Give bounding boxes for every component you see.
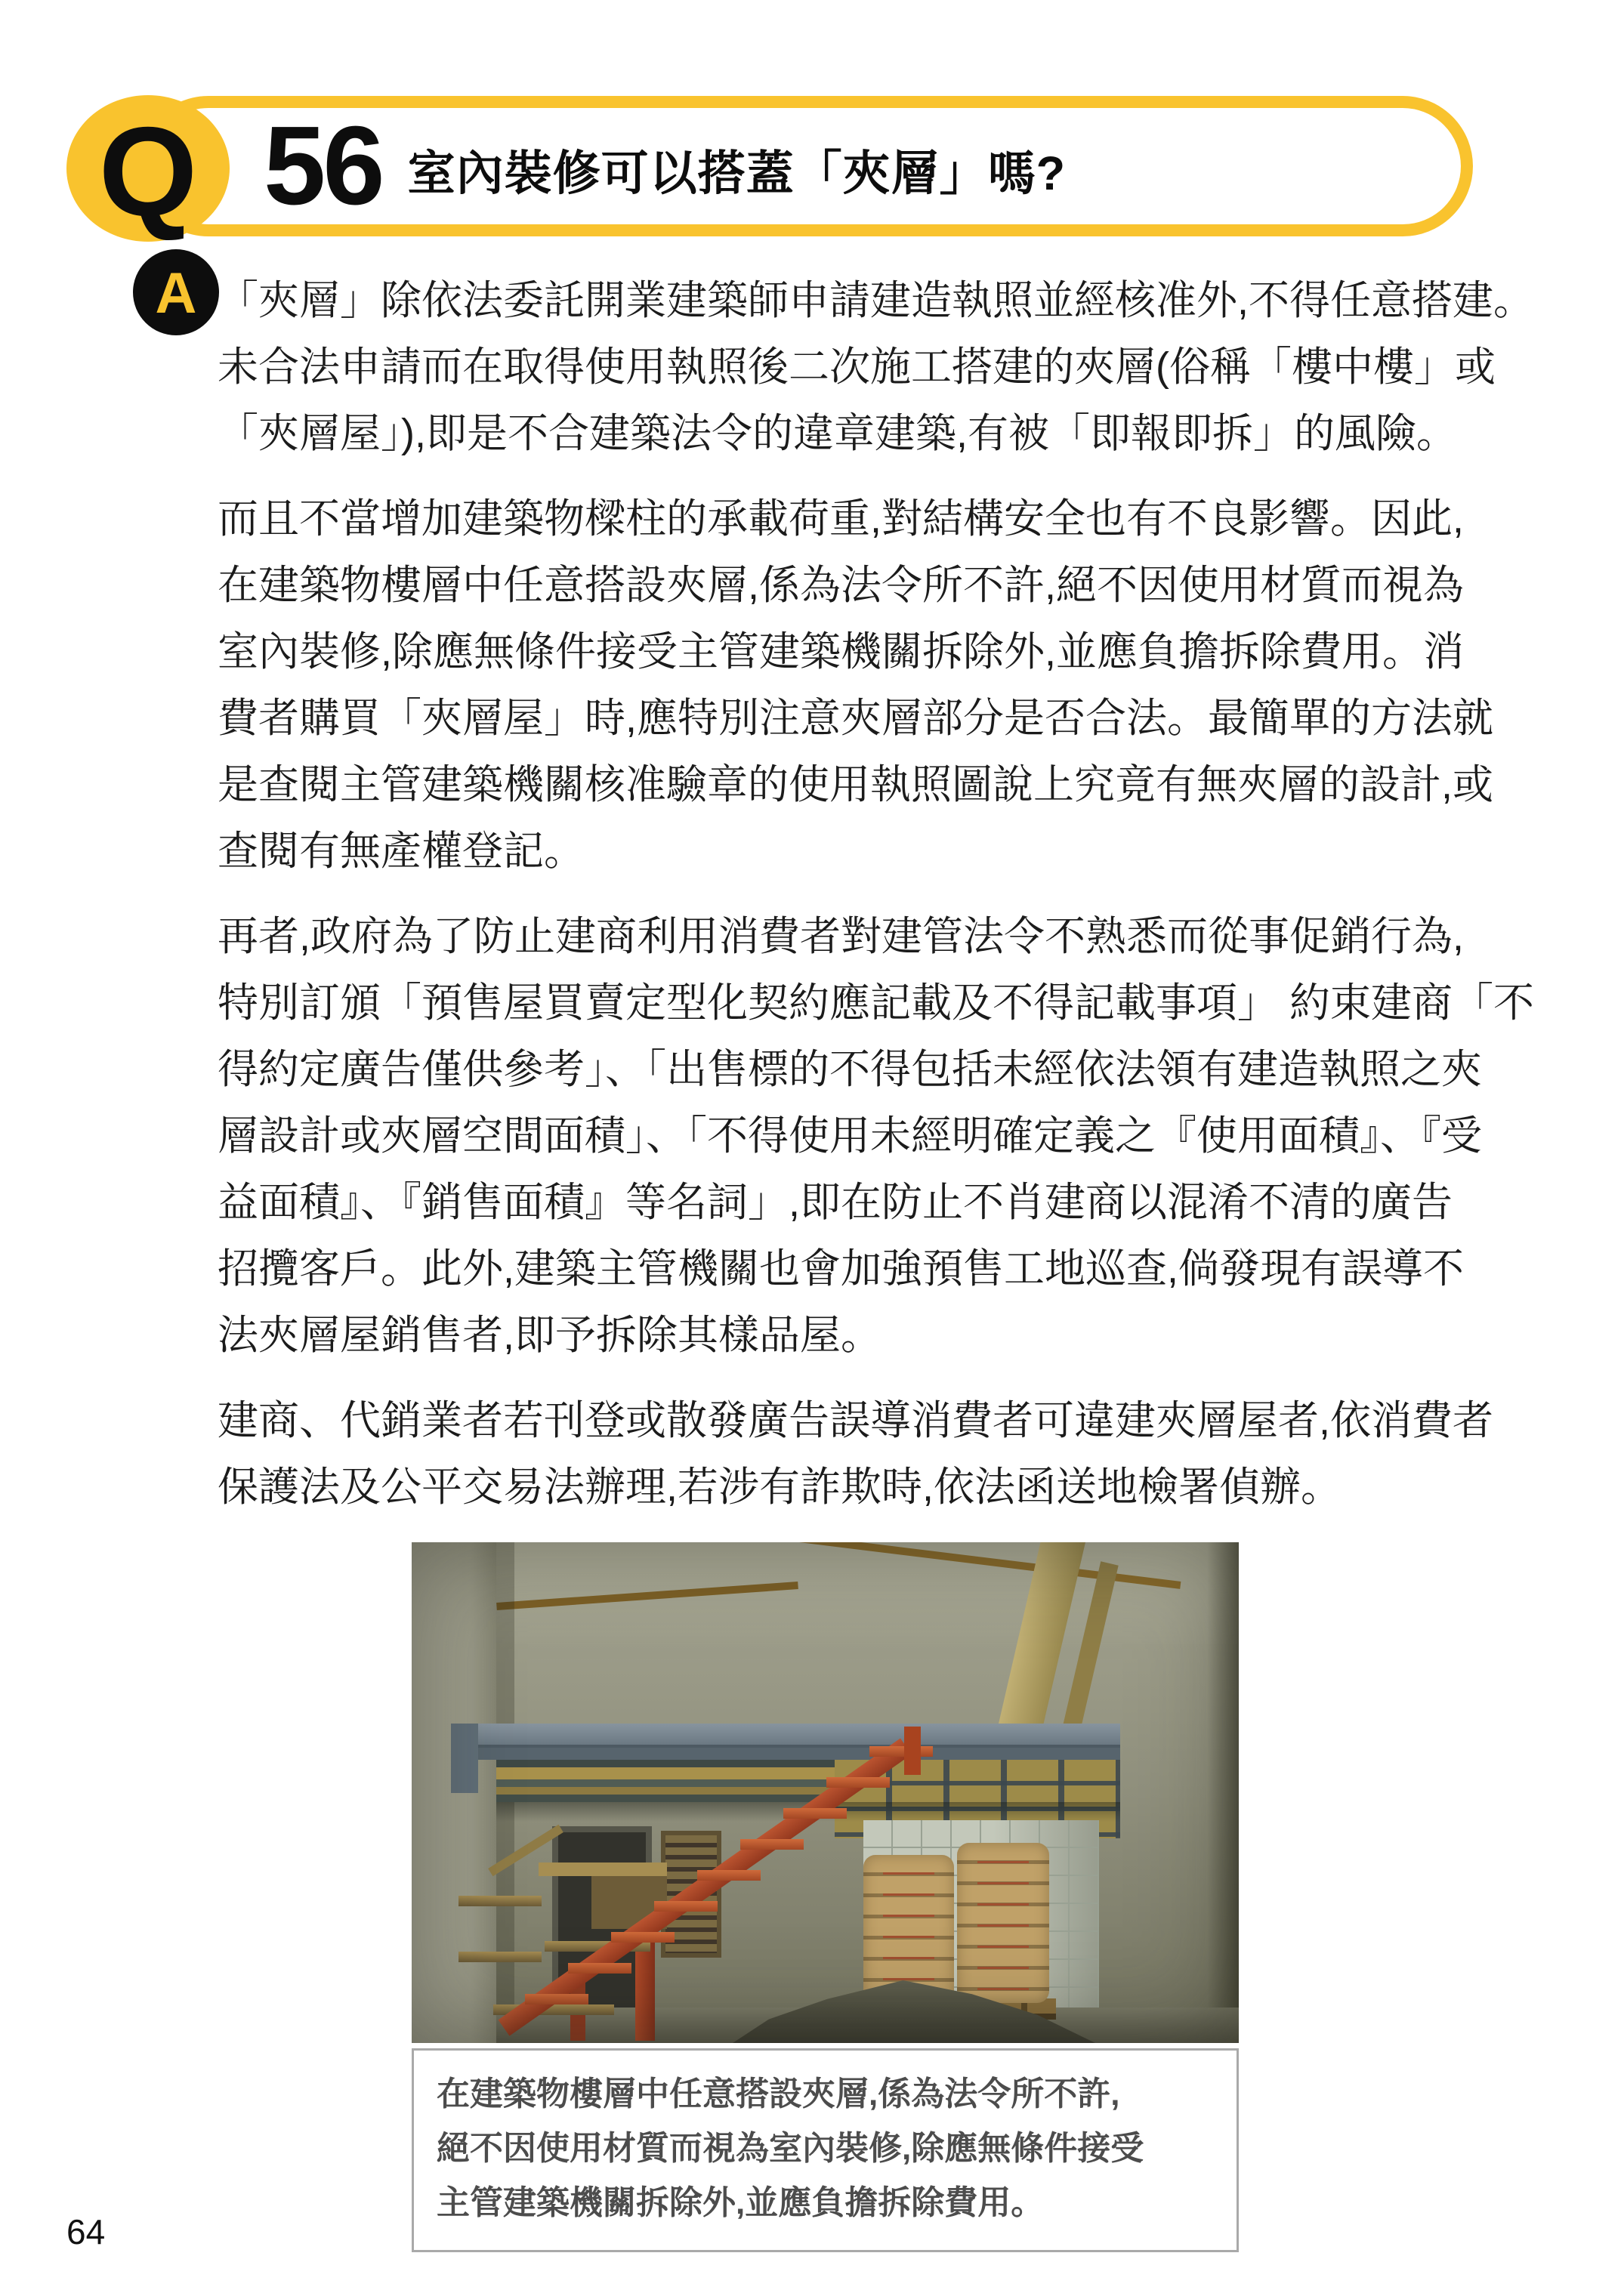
question-header-capsule [138,96,1473,236]
body-text-line: 是查閱主管建築機關核准驗章的使用執照圖說上究竟有無夾層的設計,或 [218,762,1494,807]
answer-body [218,267,1534,1539]
body-text-line: 層設計或夾層空間面積」、「不得使用未經明確定義之『使用面積』、『受 [218,1113,1482,1159]
body-text-line: 查閱有無產權登記。 [218,829,585,874]
photo-stair-step [525,1994,588,2004]
answer-badge [133,249,219,335]
photo-stair-step [826,1777,890,1788]
caption-line: 主管建築機關拆除外,並應負擔拆除費用。 [437,2184,1045,2221]
body-text-line: 再者,政府為了防止建商利用消費者對建管法令不熟悉而從事促銷行為, [218,914,1465,959]
photo-deck-fascia-beam [451,1748,1120,1760]
photo-stair-top-post [904,1727,921,1775]
body-text-line: 「夾層」除依法委託開業建築師申請建造執照並經核准外,不得任意搭建。 [218,278,1534,323]
photo-deck-bracket [451,1724,478,1793]
photo-caption-box [412,2048,1239,2252]
photo-underdeck-joists [496,1760,851,1802]
body-text-line: 而且不當增加建築物樑柱的承載荷重,對結構安全也有不良影響。因此, [218,496,1465,542]
body-text-line: 在建築物樓層中任意搭設夾層,係為法令所不許,絕不因使用材質而視為 [218,563,1465,608]
caption-line: 絕不因使用材質而視為室內裝修,除應無條件接受 [437,2130,1144,2167]
photo-mini-stair-platform [539,1862,667,1876]
question-number: 56 [264,103,382,228]
photo-cement-bag-print [883,1867,934,1992]
paragraph [218,267,1534,467]
paragraph [218,1387,1526,1520]
photo-mini-stair-tread [458,1896,542,1906]
photo-stair-step [869,1746,933,1757]
body-text-line: 招攬客戶。此外,建築主管機關也會加強預售工地巡查,倘發現有誤導不 [218,1246,1465,1292]
a-letter: A [155,261,197,326]
body-text-line: 「夾層屋」),即是不合建築法令的違章建築,有被「即報即拆」的風險。 [218,411,1457,456]
body-text-line: 法夾層屋銷售者,即予拆除其樣品屋。 [218,1313,882,1358]
photo-stair-step [568,1963,631,1974]
photo-stair-step [654,1901,718,1912]
photo-mezzanine-deck [451,1724,1120,1748]
photo-cement-bag-print [977,1856,1029,1990]
page-number: 64 [66,2212,106,2251]
q-letter: Q [98,100,198,242]
question-title: 室內裝修可以搭蓋「夾層」嗎? [407,147,1067,200]
mezzanine-photo [412,1542,1239,2043]
body-text-line: 未合法申請而在取得使用執照後二次施工搭建的夾層(俗稱「樓中樓」或 [218,344,1496,390]
photo-stair-step [783,1808,847,1819]
photo-cement-bag-stack [957,1843,1049,2003]
caption-line: 在建築物樓層中任意搭設夾層,係為法令所不許, [437,2075,1120,2112]
photo-stair-step [740,1839,804,1850]
photo-right-wall-shadow [1207,1542,1239,2043]
photo-stair-step [697,1870,761,1881]
photo-stair-step [611,1932,675,1943]
body-text-line: 費者購買「夾層屋」時,應特別注意夾層部分是否合法。最簡單的方法就 [218,696,1493,741]
question-badge [66,95,230,242]
photo-ceiling [412,1542,1239,1644]
body-text-line: 保護法及公平交易法辦理,若涉有詐欺時,依法函送地檢署偵辦。 [218,1464,1342,1510]
body-text-line: 得約定廣告僅供參考」、「出售標的不得包括未經依法領有建造執照之夾 [218,1047,1482,1092]
paragraph [218,486,1526,884]
body-text-line: 建商、代銷業者若刊登或散發廣告誤導消費者可違建夾層屋者,依消費者 [218,1398,1494,1443]
body-text-line: 益面積』、『銷售面積』等名詞」,即在防止不肖建商以混淆不清的廣告 [218,1180,1453,1225]
paragraph [218,903,1534,1369]
photo-mini-stair-tread [458,1952,542,1962]
body-text-line: 特別訂頒「預售屋買賣定型化契約應記載及不得記載事項」 約束建商「不 [218,980,1534,1026]
photo-cement-bag-stack [863,1855,954,2003]
body-text-line: 室內裝修,除應無條件接受主管建築機關拆除外,並應負擔拆除費用。消 [218,629,1465,674]
